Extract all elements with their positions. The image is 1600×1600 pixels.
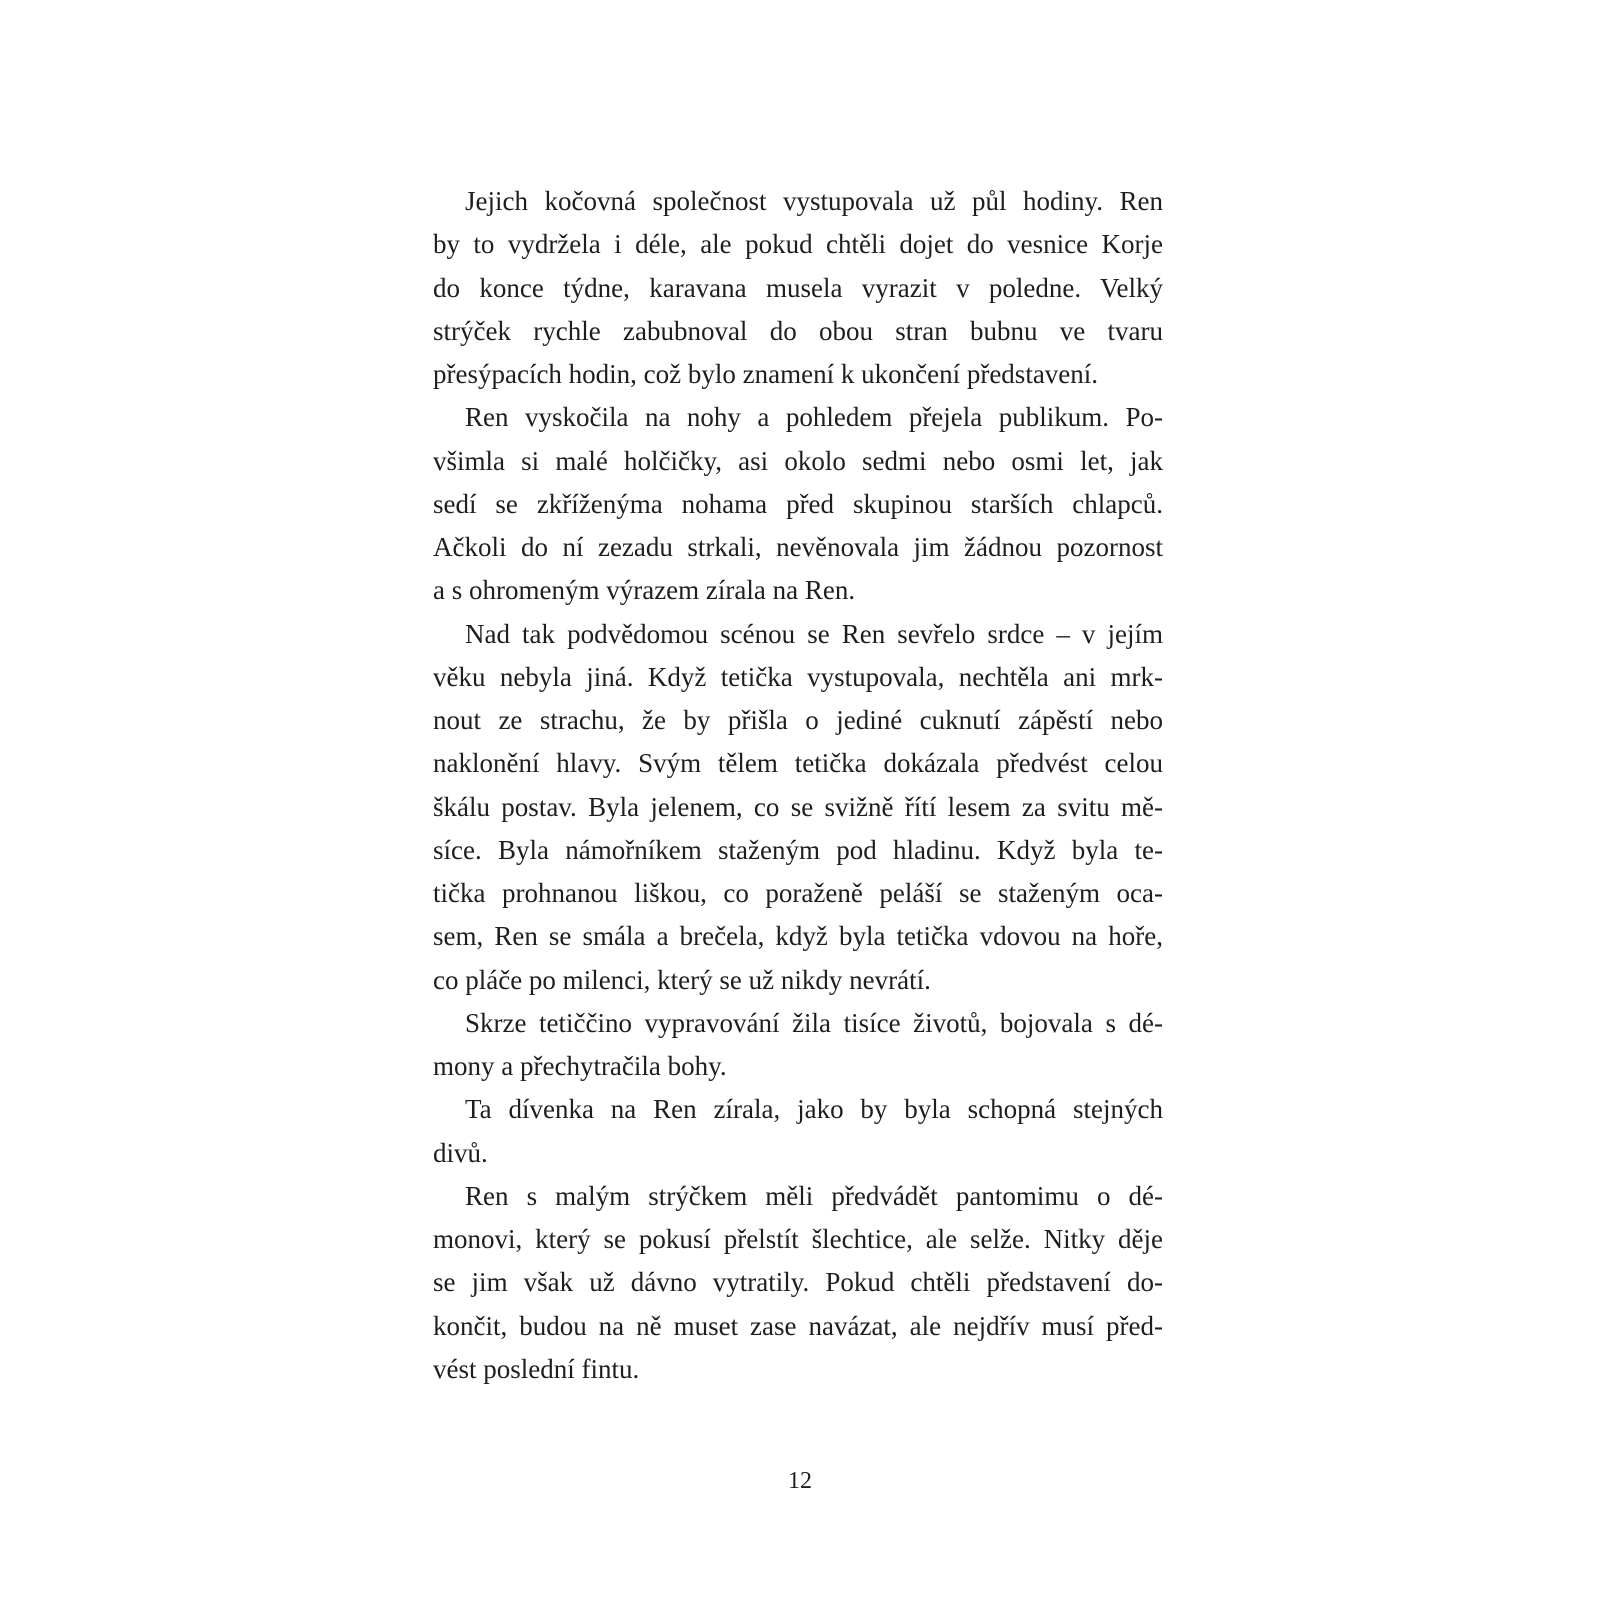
- text-line: monovi, který se pokusí přelstít šlechtice, ale selže. Nitky děje: [433, 1224, 1163, 1254]
- text-line: sedí se zkříženýma nohama před skupinou starších chlapců.: [433, 488, 1163, 519]
- body-text: [433, 180, 1163, 1391]
- text-line: co pláče po milenci, který se už nikdy nevrátí.: [433, 964, 931, 995]
- text-line: mony a přechytračila bohy.: [433, 1051, 727, 1081]
- text-line: nout ze strachu, že by přišla o jediné cuknutí zápěstí nebo: [433, 705, 1163, 735]
- text-line: končit, budou na ně muset zase navázat, ale nejdřív musí před-: [433, 1310, 1163, 1341]
- text-line: věku nebyla jiná. Když tetička vystupovala, nechtěla ani mrk-: [433, 661, 1163, 692]
- text-line: Ren s malým strýčkem měli předvádět pantomimu o dé-: [465, 1180, 1163, 1211]
- text-line: Jejich kočovná společnost vystupovala už půl hodiny. Ren: [465, 186, 1163, 216]
- text-line: by to vydržela i déle, ale pokud chtěli dojet do vesnice Korje: [433, 229, 1163, 260]
- text-line: škálu postav. Byla jelenem, co se svižně řítí lesem za svitu mě-: [433, 791, 1163, 822]
- text-line: Skrze tetiččino vypravování žila tisíce životů, bojovala s dé-: [465, 1007, 1163, 1038]
- paragraph: [433, 1002, 1163, 1089]
- text-line: naklonění hlavy. Svým tělem tetička dokázala předvést celou: [433, 748, 1163, 779]
- text-line: do konce týdne, karavana musela vyrazit v poledne. Velký: [433, 272, 1163, 303]
- text-line: Ren vyskočila na nohy a pohledem přejela publikum. Po-: [465, 402, 1163, 433]
- paragraph: [433, 180, 1163, 396]
- text-line: tička prohnanou liškou, co poraženě peláší se staženým oca-: [433, 878, 1163, 908]
- text-line: vést poslední fintu.: [433, 1353, 640, 1384]
- paragraph: [433, 613, 1163, 1002]
- text-line: Ačkoli do ní zezadu strkali, nevěnovala jim žádnou pozornost: [433, 532, 1163, 562]
- paragraph: [433, 1088, 1163, 1175]
- page-number: 12: [788, 1468, 812, 1494]
- text-line: strýček rychle zabubnoval do obou stran bubnu ve tvaru: [433, 315, 1163, 346]
- text-line: všimla si malé holčičky, asi okolo sedmi nebo osmi let, jak: [433, 445, 1163, 476]
- paragraph: [433, 1175, 1163, 1391]
- text-line: síce. Byla námořníkem staženým pod hladinu. Když byla te-: [433, 834, 1163, 865]
- text-line: a s ohromeným výrazem zírala na Ren.: [433, 575, 856, 606]
- paragraph: [433, 396, 1163, 612]
- text-line: Ta dívenka na Ren zírala, jako by byla schopná stejných: [465, 1094, 1163, 1125]
- text-line: sem, Ren se smála a brečela, když byla tetička vdovou na hoře,: [433, 921, 1163, 952]
- text-line: přesýpacích hodin, což bylo znamení k ukončení představení.: [433, 359, 1099, 389]
- text-line: Nad tak podvědomou scénou se Ren sevřelo srdce – v jejím: [465, 618, 1163, 649]
- text-line: se jim však už dávno vytratily. Pokud chtěli představení do-: [433, 1267, 1163, 1298]
- text-line: divů.: [433, 1137, 488, 1168]
